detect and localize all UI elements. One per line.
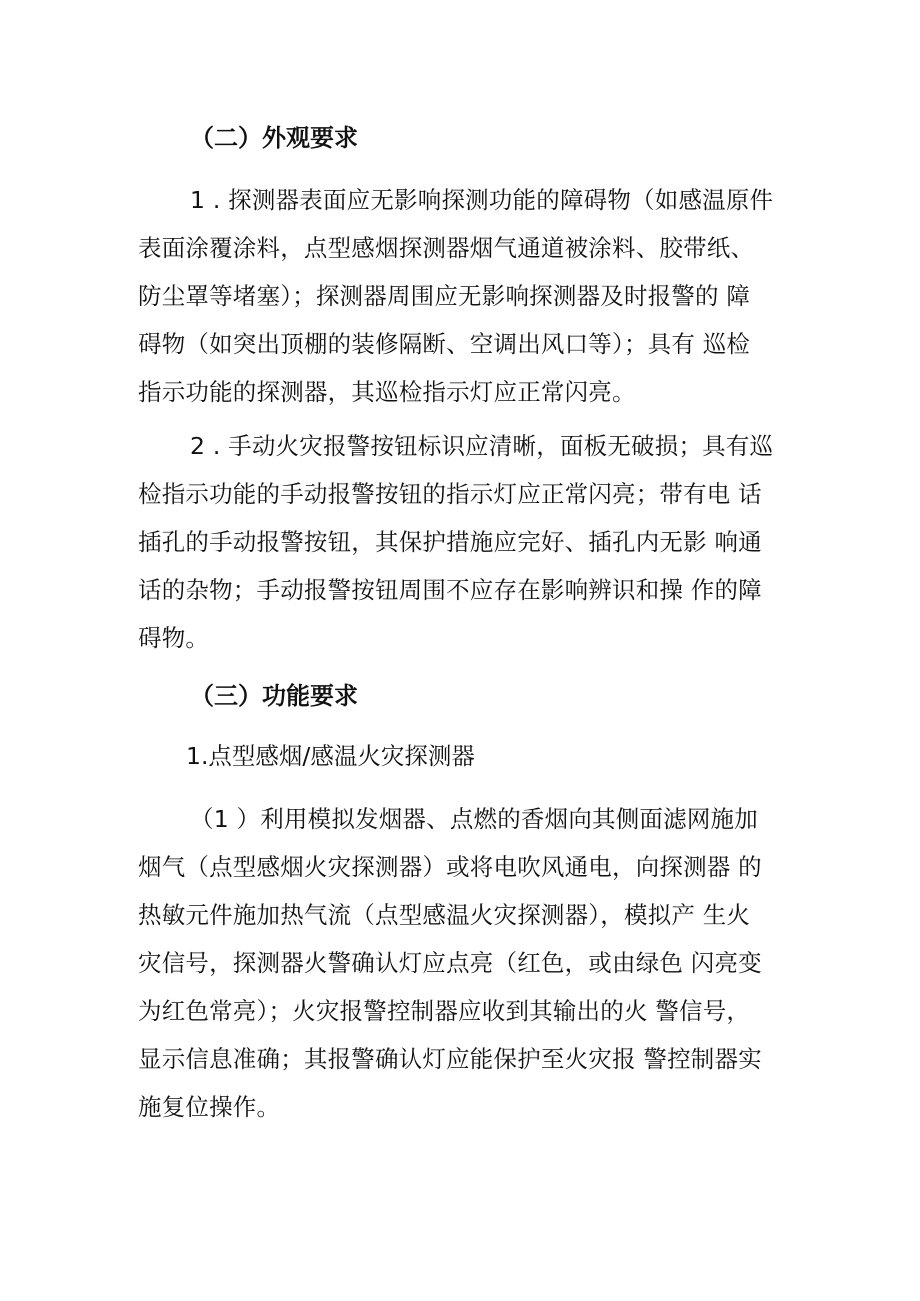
paragraph-line: 表面涂覆涂料，点型感烟探测器烟气通道被涂料、胶带纸、 <box>138 234 755 262</box>
paragraph-line: （1 ）利用模拟发烟器、点燃的香烟向其侧面滤网施加 <box>190 805 758 833</box>
paragraph-line: 防尘罩等堵塞）；探测器周围应无影响探测器及时报警的 障 <box>138 282 751 310</box>
paragraph-line: 碍物。 <box>138 624 210 652</box>
paragraph-detector-appearance <box>138 176 798 416</box>
section-heading-appearance: （二）外观要求 <box>190 124 358 152</box>
paragraph-line: 显示信息准确；其报警确认灯应能保护至火灾报 警控制器实 <box>138 1045 762 1073</box>
paragraph-line: 1 . 探测器表面应无影响探测功能的障碍物（如感温原件 <box>190 186 774 214</box>
section-heading-function: （三）功能要求 <box>190 682 358 710</box>
paragraph-line: 插孔的手动报警按钮，其保护措施应完好、插孔内无影 响通 <box>138 528 762 556</box>
paragraph-manual-alarm-button <box>138 422 798 662</box>
paragraph-line: 施复位操作。 <box>138 1093 281 1121</box>
paragraph-detector-function-test <box>138 795 798 1131</box>
paragraph-line: 灾信号，探测器火警确认灯应点亮（红色，或由绿色 闪亮变 <box>138 949 762 977</box>
subheading-point-detector: 1.点型感烟/感温火灾探测器 <box>186 742 475 770</box>
paragraph-line: 2 . 手动火灾报警按钮标识应清晰，面板无破损；具有巡 <box>190 432 774 460</box>
paragraph-line: 指示功能的探测器，其巡检指示灯应正常闪亮。 <box>138 378 636 406</box>
paragraph-line: 为红色常亮）；火灾报警控制器应收到其输出的火 警信号， <box>138 997 751 1025</box>
paragraph-line: 热敏元件施加热气流（点型感温火灾探测器），模拟产 生火 <box>138 901 751 929</box>
paragraph-line: 话的杂物；手动报警按钮周围不应存在影响辨识和操 作的障 <box>138 576 762 604</box>
paragraph-line: 检指示功能的手动报警按钮的指示灯应正常闪亮；带有电 话 <box>138 480 762 508</box>
paragraph-line: 烟气（点型感烟火灾探测器）或将电吹风通电，向探测器 的 <box>138 853 762 881</box>
paragraph-line: 碍物（如突出顶棚的装修隔断、空调出风口等）；具有 巡检 <box>138 330 751 358</box>
